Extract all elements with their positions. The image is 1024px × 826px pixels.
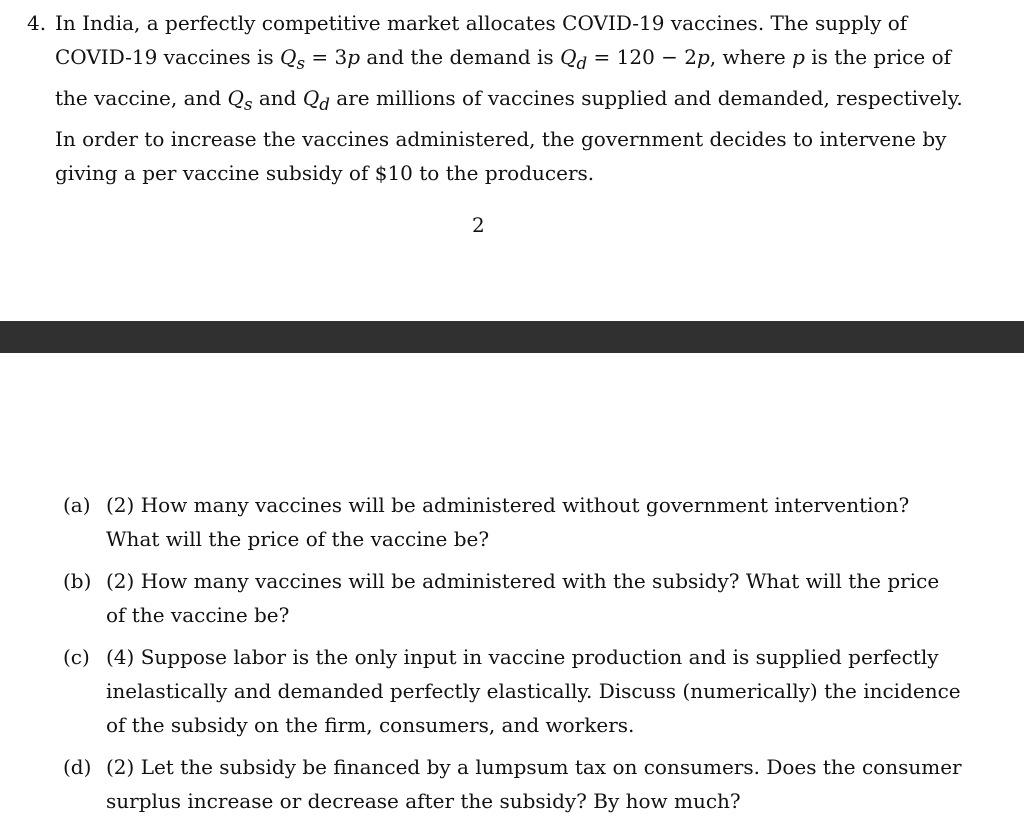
qd-symbol: Q xyxy=(302,86,320,110)
part-label: (b) xyxy=(63,569,92,593)
where-rest: is the price of the vaccine, and xyxy=(55,45,952,110)
part-text: (2) How many vaccines will be administered with the subsidy? What will the price of the vaccine be? xyxy=(106,569,940,627)
part-label: (a) xyxy=(63,493,91,517)
question-intro: In India, a perfectly competitive market allocates COVID-19 vaccines. The supply of xyxy=(55,11,908,35)
demand-sub: d xyxy=(576,54,588,73)
demand-q: Q xyxy=(560,45,577,69)
and-text: and xyxy=(252,86,303,110)
part-text: (2) How many vaccines will be administered without government intervention? What will the price of the vaccine be? xyxy=(106,493,910,551)
supply-var: p xyxy=(347,45,361,69)
supply-sub: s xyxy=(296,54,306,73)
qd-sub: d xyxy=(319,95,330,114)
question-4 xyxy=(27,6,977,190)
part-c xyxy=(63,640,963,742)
question-parts xyxy=(63,488,963,826)
question-rest: are millions of vaccines supplied and demanded, respectively. In order to increase the vaccines administered, the government decides to intervene by giving a per vaccine subsidy of $10 to the producers. xyxy=(55,86,963,185)
part-d xyxy=(63,750,963,818)
part-text: (2) Let the subsidy be financed by a lumpsum tax on consumers. Does the consumer surplus increase or decrease after the subsidy? By how much? xyxy=(106,755,962,813)
where-var: p xyxy=(792,45,805,69)
page-divider-bar xyxy=(0,321,1024,353)
qs-symbol: Q xyxy=(227,86,244,110)
part-label: (d) xyxy=(63,755,92,779)
demand-var: p xyxy=(696,45,710,69)
question-text xyxy=(55,6,977,190)
part-label: (c) xyxy=(63,645,90,669)
where-text: , where xyxy=(709,45,793,69)
demand-label: and the demand is xyxy=(360,45,561,69)
supply-label: COVID-19 vaccines is xyxy=(55,45,274,69)
page-number: 2 xyxy=(472,213,485,237)
question-number: 4. xyxy=(27,11,47,35)
part-b xyxy=(63,564,963,632)
demand-rhs: = 120 − 2 xyxy=(587,45,697,69)
part-a xyxy=(63,488,963,556)
part-text: (4) Suppose labor is the only input in vaccine production and is supplied perfectly inelastically and demanded perfectly elastically. Discuss (numerically) the incidence of the subsidy on the firm, consumers, and workers. xyxy=(106,645,961,737)
supply-rhs: = 3 xyxy=(305,45,348,69)
qs-sub: s xyxy=(243,95,253,114)
supply-q: Q xyxy=(280,45,297,69)
